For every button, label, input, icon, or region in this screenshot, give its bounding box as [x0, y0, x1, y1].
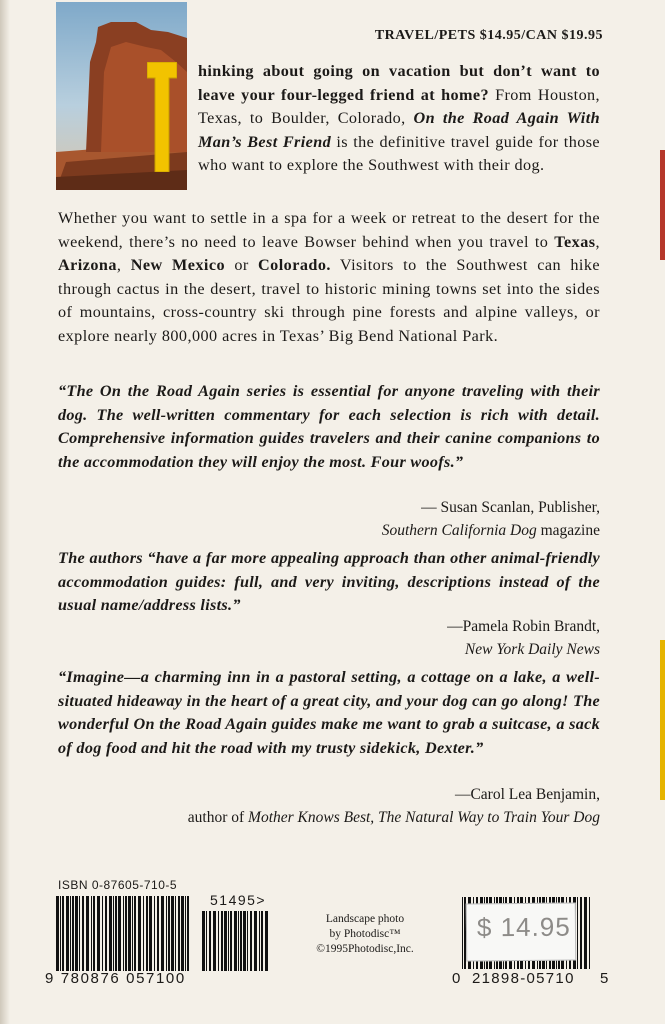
edge-red-stripe	[660, 150, 665, 260]
upc-middle-digits: 21898-05710	[472, 970, 575, 987]
review-publication-3: Mother Knows Best, The Natural Way to Train Your Dog	[248, 809, 600, 826]
para-text-2: Visitors to the Southwest can hike through cactus in the desert, travel to historic mining towns set into the sides of mountains, cross-country ski through pine forests and alpine valleys, or explore nearly 800,000 acres in Texas’ Big Bend National Park.	[58, 256, 600, 345]
photo-credit-line-3: ©1995Photodisc,Inc.	[316, 943, 414, 955]
addon-barcode	[202, 911, 270, 971]
edge-yellow-stripe	[660, 640, 665, 800]
review-quote-2: The authors “have a far more appealing approach than other animal-friendly accommodation guides: full, and very inviting, descriptions instead of the usual name/address lists.”	[58, 549, 600, 614]
para-text-1: Whether you want to settle in a spa for a week or retreat to the desert for the weekend, there’s no need to leave Bowser behind when you travel to	[58, 209, 600, 251]
intro-book-title: On the Road Again With Man’s Best Friend	[198, 109, 600, 151]
ean-digits: 9 780876 057100	[45, 970, 186, 987]
state-new-mexico: New Mexico	[130, 256, 225, 274]
review-prefix-3: author of	[187, 809, 249, 826]
intro-paragraph	[198, 60, 600, 178]
review-attribution-2	[447, 615, 600, 661]
comma-1: ,	[595, 232, 600, 251]
review-publication-1: Southern California Dog	[381, 522, 537, 539]
state-texas: Texas	[554, 232, 596, 251]
price-line: TRAVEL/PETS $14.95/CAN $19.95	[374, 28, 603, 43]
dropcap-letter	[147, 62, 177, 172]
upc-left-digit: 0	[452, 970, 462, 987]
intro-end: is the definitive travel guide for those who want to explore the Southwest with their dog.	[198, 132, 600, 174]
review-publication-2: New York Daily News	[464, 641, 600, 658]
review-attribution-3	[58, 783, 600, 829]
review-author-2: —Pamela Robin Brandt,	[447, 618, 600, 635]
upc-right-digit: 5	[600, 970, 610, 987]
review-quote-3: “Imagine—a charming inn in a pastoral setting, a cottage on a lake, a well-situated hideaway in the heart of a great city, and your dog can go along! The wonderful On the Road Again guides make me want to grab a suitcase, a sack of dog food and hit the road with my trusty sidekick, Dexter.”	[58, 668, 600, 757]
photo-credit-line-2: by Photodisc™	[329, 928, 401, 940]
isbn-label: ISBN 0-87605-710-5	[58, 878, 178, 892]
spine-shadow	[0, 0, 10, 1024]
description-paragraph	[58, 207, 600, 348]
review-author-1: — Susan Scanlan, Publisher,	[421, 499, 600, 516]
photo-credit-line-1: Landscape photo	[325, 913, 405, 925]
state-arizona: Arizona	[58, 256, 117, 274]
photo-credit	[305, 912, 425, 957]
isbn-barcode	[56, 896, 191, 971]
intro-mid: From Houston, Texas, to Boulder, Colorado,	[198, 85, 600, 127]
conj-or: or	[225, 256, 259, 274]
intro-lead: hinking about going on vacation but don’t want to leave your four-legged friend at home?	[198, 62, 600, 104]
addon-digits: 51495>	[210, 892, 267, 908]
review-quote-1: “The On the Road Again series is essential for anyone traveling with their dog. The well-written commentary for each selection is rich with detail. Comprehensive information guides travelers and their canine companions to the accommodation they will enjoy the most. Four woofs.”	[58, 382, 600, 471]
review-attribution-1	[382, 496, 600, 542]
review-author-3: —Carol Lea Benjamin,	[454, 786, 600, 803]
price-sticker	[466, 903, 577, 962]
sticker-price-text: $ 14.95	[476, 911, 571, 943]
comma-2: ,	[116, 256, 131, 274]
review-suffix-1: magazine	[536, 522, 600, 539]
state-colorado: Colorado.	[258, 256, 331, 274]
